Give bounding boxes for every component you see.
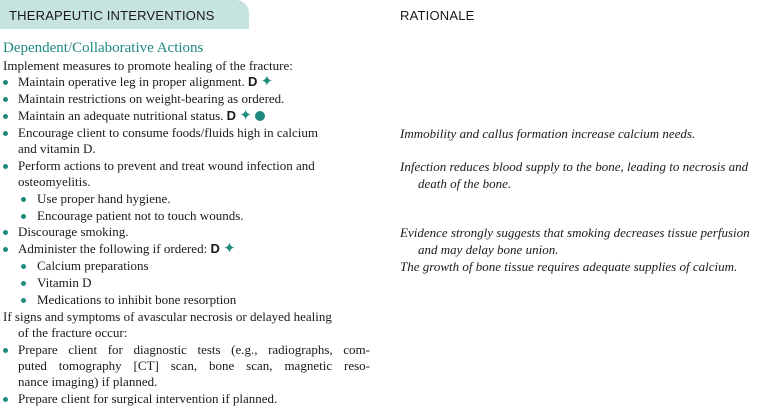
- teal-star-icon: ✦: [239, 108, 252, 124]
- rationale-infection-line1: Infection reduces blood supply to the bone, leading to necrosis and: [400, 159, 749, 174]
- bullet-icon: [21, 214, 26, 219]
- d-tag: D: [226, 108, 237, 123]
- rationale-infection-line2: death of the bone.: [418, 176, 512, 191]
- item-calcium-prep: Calcium preparations: [37, 258, 149, 273]
- d-tag: D: [210, 241, 220, 256]
- rationale-smoking-line2: and may delay bone union.: [418, 242, 559, 257]
- rationale-immobility: Immobility and callus formation increase calcium needs.: [400, 126, 696, 141]
- interventions-header: THERAPEUTIC INTERVENTIONS: [9, 8, 215, 23]
- item-avascular-line2: of the fracture occur:: [18, 325, 128, 340]
- item-diag-line2: puted tomography [CT] scan, bone scan, magnetic reso-: [18, 358, 370, 373]
- list-item: [18, 108, 265, 124]
- item-vitamin-d: Vitamin D: [37, 275, 92, 290]
- bullet-icon: [3, 131, 8, 136]
- section-title: Dependent/Collaborative Actions: [3, 40, 204, 56]
- bullet-icon: [3, 80, 8, 85]
- bullet-icon: [3, 230, 8, 235]
- bullet-icon: [21, 264, 26, 269]
- item-hand-hygiene: Use proper hand hygiene.: [37, 191, 171, 206]
- d-tag: D: [247, 74, 258, 89]
- rationale-smoking-line1: Evidence strongly suggests that smoking decreases tissue perfusion: [400, 225, 750, 240]
- item-surgical: Prepare client for surgical intervention if planned.: [18, 391, 278, 406]
- rationale-header: RATIONALE: [400, 8, 475, 23]
- bullet-icon: [3, 247, 8, 252]
- item-weight-bearing: Maintain restrictions on weight-bearing as ordered.: [18, 91, 285, 106]
- bullet-icon: [21, 197, 26, 202]
- item-no-touch: Encourage patient not to touch wounds.: [37, 208, 244, 223]
- item-infection-line2: osteomyelitis.: [18, 174, 91, 189]
- item-infection-line1: Perform actions to prevent and treat wound infection and: [18, 158, 315, 173]
- item-avascular-line1: If signs and symptoms of avascular necrosis or delayed healing: [3, 309, 332, 324]
- item-administer: Administer the following if ordered:: [18, 241, 208, 256]
- intro-text: Implement measures to promote healing of the fracture:: [3, 58, 293, 73]
- rationale-calcium: The growth of bone tissue requires adequate supplies of calcium.: [400, 259, 738, 274]
- bullet-icon: [3, 397, 8, 402]
- item-diag-line3: nance imaging) if planned.: [18, 374, 158, 389]
- item-nutrition: Maintain an adequate nutritional status.: [18, 108, 224, 123]
- bullet-icon: [21, 281, 26, 286]
- item-resorption: Medications to inhibit bone resorption: [37, 292, 237, 307]
- item-leg-alignment: Maintain operative leg in proper alignment.: [18, 74, 245, 89]
- item-calcium-line2: and vitamin D.: [18, 141, 96, 156]
- list-item: [18, 241, 236, 257]
- teal-star-icon: ✦: [260, 74, 274, 90]
- item-diag-line1: Prepare client for diagnostic tests (e.g., radiographs, com-: [18, 342, 370, 357]
- teal-star-icon: ✦: [223, 241, 236, 257]
- item-calcium-line1: Encourage client to consume foods/fluids high in calcium: [18, 125, 319, 140]
- bullet-icon: [21, 298, 26, 303]
- bullet-icon: [3, 97, 8, 102]
- list-item: [18, 74, 273, 90]
- bullet-icon: [3, 114, 8, 119]
- bullet-icon: [3, 164, 8, 169]
- item-smoking: Discourage smoking.: [18, 224, 129, 239]
- bullet-icon: [3, 348, 8, 353]
- teal-dot-icon: [255, 111, 265, 121]
